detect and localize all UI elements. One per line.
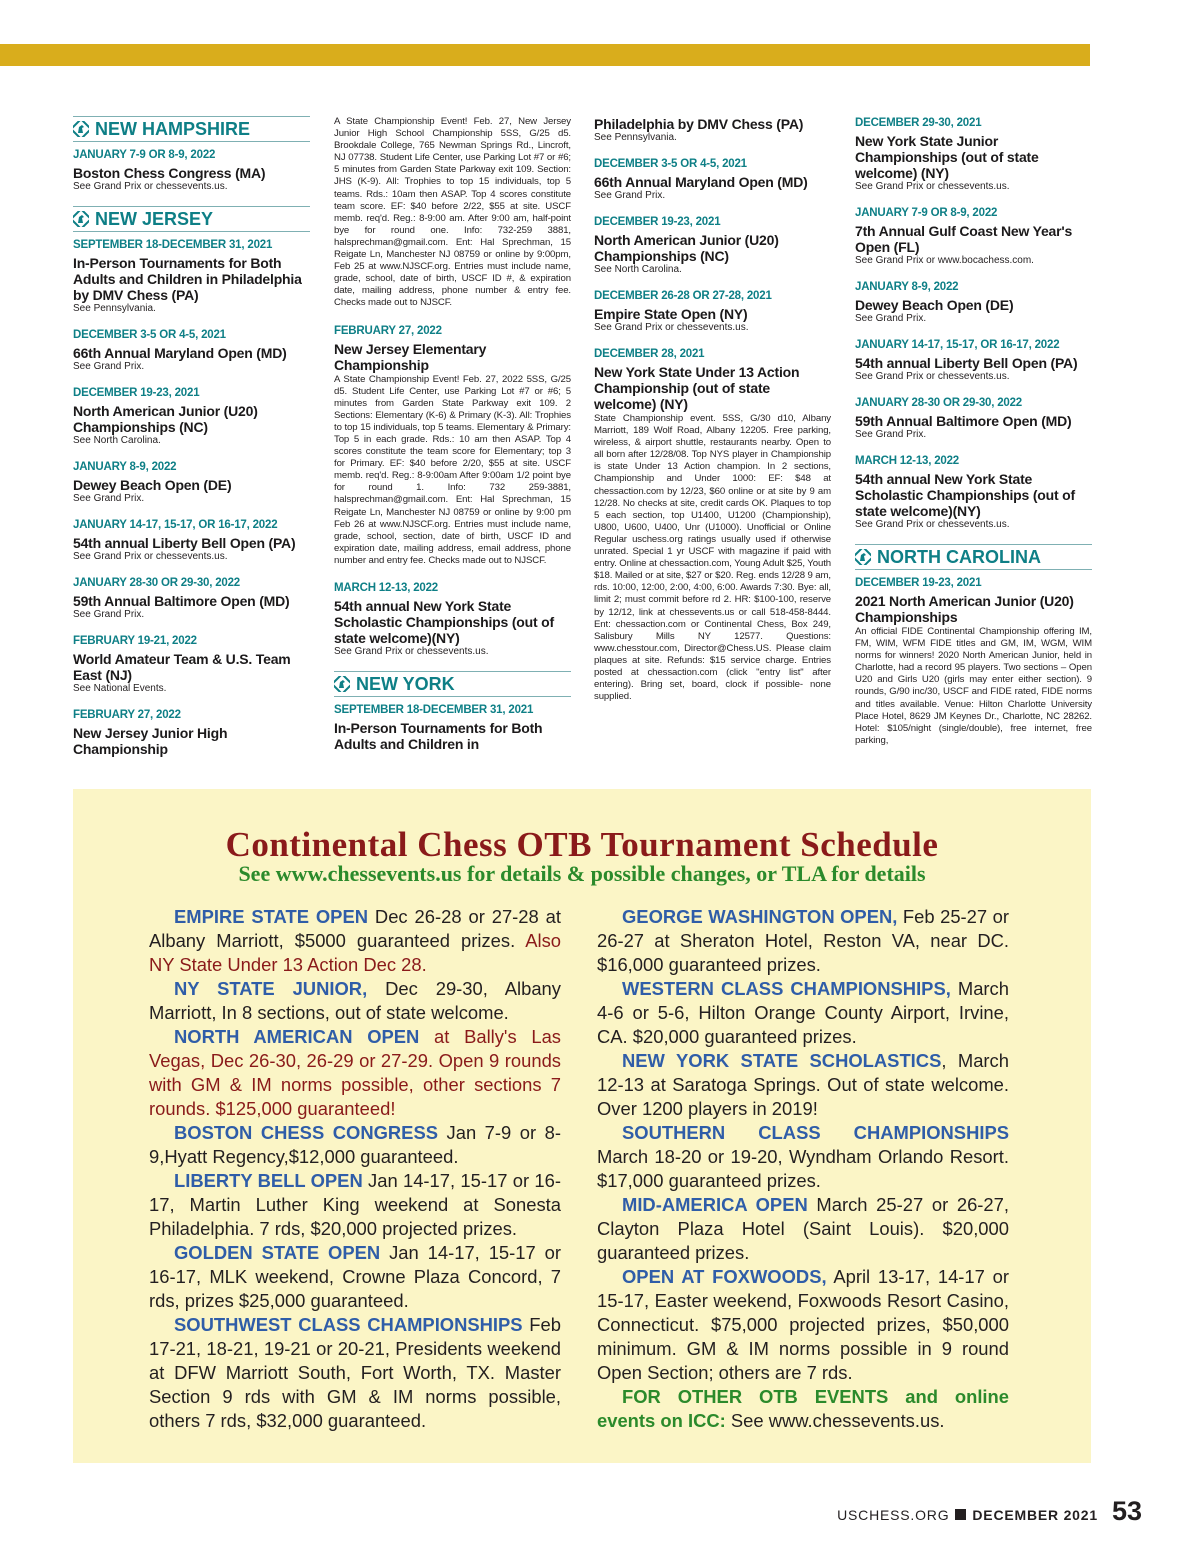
event-name: 54th annual New York State Scholastic Championships (out of state welcome)(NY) xyxy=(855,471,1075,519)
schedule-event-note: Also NY State Under 13 Action Dec 28. xyxy=(149,930,561,975)
event-date: DECEMBER 29-30, 2021 xyxy=(855,117,982,129)
footer-site: USCHESS.ORG xyxy=(837,1507,950,1523)
event-name: New Jersey Elementary Championship xyxy=(334,340,487,373)
listing-column-4 xyxy=(855,116,1092,761)
event-listing xyxy=(73,576,310,620)
schedule-column-left xyxy=(149,905,561,1433)
event-date: FEBRUARY 27, 2022 xyxy=(334,324,442,337)
event-date: DECEMBER 28, 2021 xyxy=(594,348,705,360)
schedule-event-note: at Bally's Las Vegas, Dec 26-30, 26-29 or 27-29. Open 9 rounds with GM & IM norms possible, other sections 7 rounds. $125,000 guaranteed! xyxy=(149,1026,561,1119)
event-listing xyxy=(73,708,310,757)
schedule-event-name: GEORGE WASHINGTON OPEN, xyxy=(622,906,898,927)
schedule-event-name: OPEN AT FOXWOODS, xyxy=(622,1266,827,1287)
event-listing xyxy=(855,338,1092,382)
event-listing xyxy=(73,328,310,372)
event-date: DECEMBER 19-23, 2021 xyxy=(594,216,721,228)
event-listing xyxy=(594,215,831,275)
state-heading-new-york xyxy=(334,671,571,697)
event-description: An official FIDE Continental Championship offering IM, FM, WIM, WFM FIDE titles and GM, IM, WGM, WIM norms for winners! 2020 North American Junior, held in Charlotte, had a record 95 players. Two sections – Open U20 and Girls U20 (girls may enter either section). 9 rounds, G/90 inc/30, USCF and FIDE rated, FIDE norms and titles available. Venue: Hilton Charlotte University Place Hotel, 8629 JM Keynes Dr., Charlotte, NC 28262. Hotel: $105/night (single/double), free internet, free parking, xyxy=(855,626,1092,746)
event-name: 66th Annual Maryland Open (MD) xyxy=(594,174,808,190)
schedule-entry xyxy=(149,1025,561,1121)
schedule-event-name: NORTH AMERICAN OPEN xyxy=(174,1026,420,1047)
event-listing xyxy=(334,324,571,568)
event-date: MARCH 12-13, 2022 xyxy=(334,582,438,594)
event-name: North American Junior (U20) Championships (NC) xyxy=(73,403,258,435)
event-name: 54th annual Liberty Bell Open (PA) xyxy=(855,355,1078,371)
event-reference: See North Carolina. xyxy=(594,264,682,275)
schedule-closing-heading: FOR OTHER OTB EVENTS and online events on ICC: xyxy=(597,1386,1009,1431)
event-date: SEPTEMBER 18-DECEMBER 31, 2021 xyxy=(334,704,534,716)
schedule-event-name: SOUTHERN CLASS CHAMPIONSHIPS xyxy=(622,1122,1009,1143)
event-reference: See Grand Prix. xyxy=(855,313,927,324)
event-listing xyxy=(73,460,310,504)
page-number: 53 xyxy=(1111,1496,1142,1526)
event-name: In-Person Tournaments for Both Adults and Children in xyxy=(334,720,543,752)
schedule-entry xyxy=(149,1313,561,1433)
knight-icon xyxy=(73,121,89,137)
state-heading-label: NORTH CAROLINA xyxy=(877,547,1041,567)
schedule-event-details: March 18-20 or 19-20, Wyndham Orlando Resort. $17,000 guaranteed prizes. xyxy=(597,1146,1009,1191)
schedule-event-name: NEW YORK STATE SCHOLASTICS xyxy=(622,1050,942,1071)
event-name: Dewey Beach Open (DE) xyxy=(855,297,1014,313)
tournament-schedule-box xyxy=(73,789,1091,1463)
event-listing xyxy=(594,347,831,703)
event-name: 54th annual Liberty Bell Open (PA) xyxy=(73,535,296,551)
event-listing xyxy=(73,634,310,694)
event-listing xyxy=(334,581,571,657)
event-name: Philadelphia by DMV Chess (PA) xyxy=(594,116,804,132)
event-reference: See Grand Prix or chessevents.us. xyxy=(855,181,1010,192)
schedule-closing xyxy=(597,1385,1009,1433)
schedule-event-name: BOSTON CHESS CONGRESS xyxy=(174,1122,438,1143)
event-date: FEBRUARY 27, 2022 xyxy=(73,709,181,721)
footer-separator xyxy=(955,1509,966,1520)
event-listing xyxy=(855,206,1092,266)
event-date: DECEMBER 19-23, 2021 xyxy=(73,387,200,399)
event-date: JANUARY 7-9 OR 8-9, 2022 xyxy=(855,207,998,219)
event-reference: See North Carolina. xyxy=(73,435,161,446)
schedule-event-name: MID-AMERICA OPEN xyxy=(622,1194,808,1215)
event-listing xyxy=(594,116,831,143)
state-heading-new-jersey xyxy=(73,206,310,232)
event-description-continued: A State Championship Event! Feb. 27, New Jersey Junior High School Championship 5SS, G/25 d5. Brookdale College, 765 Newman Springs Rd., Lincroft, NJ 07738. Student Life Center, use Parking Lot #7 or #6; 5 minutes from Garden State Parkway exit 109. Section: JHS (K-9). All: Trophies to top 15 individuals, top 5 teams. Rds.: 10am then ASAP. Top 4 scores constitute team score. EF: $40 before 2/22, $55 at site. USCF memb. req'd. Reg.: 8-9:00 am. After 9:00 am, half-point bye for round one. Info: 732-259 3881, halsprechman@gmail.com. Ent: Hal Sprechman, 15 Reigate Ln, Manchester NJ 08759 or online by 9:00pm, Feb 25 at www.NJSCF.org. Entries must include name, grade, school, date of birth, USCF ID #, & expiration date, mailing address, phone number & entry fee. Checks made out to NJSCF. xyxy=(334,116,571,309)
event-date: MARCH 12-13, 2022 xyxy=(855,455,959,467)
state-heading-new-hampshire xyxy=(73,116,310,142)
event-reference: See Grand Prix or chessevents.us. xyxy=(73,181,228,192)
event-listing xyxy=(73,518,310,562)
event-name: 59th Annual Baltimore Open (MD) xyxy=(855,413,1072,429)
event-reference: See Grand Prix or chessevents.us. xyxy=(855,371,1010,382)
event-date: DECEMBER 19-23, 2021 xyxy=(855,577,982,589)
listing-column-3 xyxy=(594,116,831,717)
schedule-event-name: SOUTHWEST CLASS CHAMPIONSHIPS xyxy=(174,1314,523,1335)
listing-column-1 xyxy=(73,116,310,771)
footer-issue: DECEMBER 2021 xyxy=(972,1507,1098,1523)
schedule-entry xyxy=(149,1241,561,1313)
schedule-entry xyxy=(597,977,1009,1049)
event-listing xyxy=(334,703,571,752)
event-listing xyxy=(855,454,1092,530)
event-name: 7th Annual Gulf Coast New Year's Open (FL) xyxy=(855,223,1073,255)
schedule-event-details: Jan 7-9 or 8-9,Hyatt Regency,$12,000 guaranteed. xyxy=(149,1122,561,1167)
schedule-closing-text: See www.chessevents.us. xyxy=(725,1410,945,1431)
event-listing xyxy=(73,148,310,192)
event-reference: See Grand Prix. xyxy=(73,361,145,372)
event-reference: See Grand Prix or chessevents.us. xyxy=(855,519,1010,530)
schedule-entry xyxy=(597,1265,1009,1385)
knight-icon xyxy=(334,676,350,692)
event-reference: See Grand Prix. xyxy=(73,493,145,504)
schedule-event-name: EMPIRE STATE OPEN xyxy=(174,906,368,927)
event-date: DECEMBER 3-5 OR 4-5, 2021 xyxy=(73,329,226,341)
event-date: JANUARY 28-30 OR 29-30, 2022 xyxy=(73,577,240,589)
event-description: A State Championship Event! Feb. 27, 2022 5SS, G/25 d5. Student Life Center, use Parking Lot #7 or #6; 5 minutes from Garden State Parkway exit 109. 2 Sections: Elementary (K-6) & Primary (K-3). All: Trophies to top 15 individuals, top 5 teams. Elementary & Primary: Top 5 in each grade. Rds.: 10 am then ASAP. Top 4 scores constitute the team score for Elementary; top 3 for Primary. EF: $40 before 2/20, $55 at site. USCF memb. req'd. Reg.: 8-9:00am After 9:00am 1/2 point bye for round 1. Info: 732 259-3881, halsprechman@gmail.com. Ent: Hal Sprechman, 15 Reigate Ln, Manchester NJ 08759 or online by 9:00 pm Feb 26 at www.NJSCF.org. Entries must include name, grade, school, section, date of birth, USCF ID and expiration date, mailing address, email address, phone number and entry fee. Checks made out to NJSCF. xyxy=(334,373,571,566)
event-listing xyxy=(594,289,831,333)
event-date: JANUARY 14-17, 15-17, OR 16-17, 2022 xyxy=(855,339,1060,351)
event-listing xyxy=(73,386,310,446)
schedule-subtitle: See www.chessevents.us for details & possible changes, or TLA for details xyxy=(238,861,926,886)
state-heading-label: NEW YORK xyxy=(356,674,455,694)
event-reference: See Grand Prix. xyxy=(855,429,927,440)
schedule-entry xyxy=(149,1121,561,1169)
schedule-event-details: Dec 29-30, Albany Marriott, In 8 sections, out of state welcome. xyxy=(149,978,561,1023)
event-reference: See Grand Prix. xyxy=(594,190,666,201)
event-listing xyxy=(855,280,1092,324)
event-date: DECEMBER 3-5 OR 4-5, 2021 xyxy=(594,158,747,170)
schedule-column-right xyxy=(597,905,1009,1433)
knight-icon xyxy=(73,211,89,227)
schedule-event-details: Jan 14-17, 15-17 or 16-17, MLK weekend, Crowne Plaza Concord, 7 rds, prizes $25,000 guaranteed. xyxy=(149,1242,562,1311)
event-date: FEBRUARY 19-21, 2022 xyxy=(73,635,197,647)
schedule-entry xyxy=(597,1049,1009,1121)
schedule-entry xyxy=(597,1121,1009,1193)
schedule-event-details: April 13-17, 14-17 or 15-17, Easter weekend, Foxwoods Resort Casino, Connecticut. $75,000 projected prizes, $50,000 minimum. GM & IM norms possible in 9 round Open Section; others are 7 rds. xyxy=(597,1266,1010,1383)
event-date: JANUARY 8-9, 2022 xyxy=(855,281,959,293)
event-name: World Amateur Team & U.S. Team East (NJ) xyxy=(73,651,291,683)
schedule-event-details: March 4-6 or 5-6, Hilton Orange County Airport, Irvine, CA. $20,000 guaranteed prizes. xyxy=(597,978,1009,1047)
knight-icon xyxy=(855,549,871,565)
event-name: 59th Annual Baltimore Open (MD) xyxy=(73,593,290,609)
event-name: 66th Annual Maryland Open (MD) xyxy=(73,345,287,361)
schedule-event-details: Feb 17-21, 18-21, 19-21 or 20-21, Presidents weekend at DFW Marriott South, Fort Worth, TX. Master Section 9 rds with GM & IM norms possible, others 7 rds, $32,000 guaranteed. xyxy=(149,1314,561,1431)
schedule-event-name: NY STATE JUNIOR, xyxy=(174,978,368,999)
event-reference: See Grand Prix. xyxy=(73,609,145,620)
schedule-event-details: , March 12-13 at Saratoga Springs. Out of state welcome. Over 1200 players in 2019! xyxy=(597,1050,1009,1119)
schedule-event-name: GOLDEN STATE OPEN xyxy=(174,1242,381,1263)
schedule-entry xyxy=(149,905,561,977)
event-reference: See Pennsylvania. xyxy=(594,132,677,143)
schedule-entry xyxy=(149,977,561,1025)
state-heading-north-carolina xyxy=(855,544,1092,570)
listing-column-2 xyxy=(334,116,571,766)
event-reference: See Grand Prix or chessevents.us. xyxy=(334,646,489,657)
event-date: SEPTEMBER 18-DECEMBER 31, 2021 xyxy=(73,239,273,251)
event-name: 2021 North American Junior (U20) Championships xyxy=(855,593,1074,625)
event-name: New York State Under 13 Action Championship (out of state welcome) (NY) xyxy=(594,364,800,412)
schedule-entry xyxy=(149,1169,561,1241)
event-name: 54th annual New York State Scholastic Championships (out of state welcome)(NY) xyxy=(334,598,554,646)
schedule-event-details: Feb 25-27 or 26-27 at Sheraton Hotel, Reston VA, near DC. $16,000 guaranteed prizes. xyxy=(597,906,1009,975)
event-name: Boston Chess Congress (MA) xyxy=(73,165,266,181)
event-name: North American Junior (U20) Championships (NC) xyxy=(594,232,779,264)
event-reference: See Grand Prix or www.bocachess.com. xyxy=(855,255,1034,266)
schedule-entry xyxy=(597,905,1009,977)
event-name: Empire State Open (NY) xyxy=(594,306,748,322)
event-date: JANUARY 8-9, 2022 xyxy=(73,461,177,473)
schedule-title: Continental Chess OTB Tournament Schedule xyxy=(225,825,939,864)
event-name: Dewey Beach Open (DE) xyxy=(73,477,232,493)
event-listing xyxy=(855,116,1092,192)
event-listing xyxy=(855,576,1092,747)
event-listing xyxy=(855,396,1092,440)
schedule-event-name: LIBERTY BELL OPEN xyxy=(174,1170,363,1191)
event-name: In-Person Tournaments for Both Adults and Children in Philadelphia by DMV Chess (PA) xyxy=(73,255,302,303)
state-heading-label: NEW HAMPSHIRE xyxy=(95,119,251,139)
schedule-event-details: Jan 14-17, 15-17 or 16-17, Martin Luther King weekend at Sonesta Philadelphia. 7 rds, $20,000 projected prizes. xyxy=(149,1170,561,1239)
event-reference: See National Events. xyxy=(73,683,167,694)
event-reference: See Grand Prix or chessevents.us. xyxy=(594,322,749,333)
event-date: JANUARY 14-17, 15-17, OR 16-17, 2022 xyxy=(73,519,278,531)
event-listing xyxy=(594,157,831,201)
event-name: New Jersey Junior High Championship xyxy=(73,725,228,757)
accent-bar xyxy=(0,44,1090,66)
schedule-entry xyxy=(597,1193,1009,1265)
state-heading-label: NEW JERSEY xyxy=(95,209,214,229)
event-date: JANUARY 7-9 OR 8-9, 2022 xyxy=(73,149,216,161)
event-name: New York State Junior Championships (out of state welcome) (NY) xyxy=(855,133,1039,181)
event-listing xyxy=(73,238,310,314)
event-description: State Championship event. 5SS, G/30 d10, Albany Marriott, 189 Wolf Road, Albany 12205. Free parking, wireless, & airport shuttle, restaurants nearby. Open to all born after 12/28/08. Top NYS player in Championship is state Under 13 Action champion. In 2 sections, Championship and Under 1000: EF: $48 at chessaction.com by 12/23, $60 online or at site by 9 am 12/28. No checks at site, credit cards OK. Plaques to top 5 each section, top U1400, U1200 (Championship), U800, U600, U400, Unr (U1000). Unofficial or Online Regular uschess.org ratings usually used if otherwise unrated. Special 1 yr USCF with magazine if paid with entry. Online at chessaction.com, Young Adult $25, Youth $18. Mailed or at site, $27 or $20. Reg. ends 12/28 9 am, rds. 10:00, 12:00, 2:00, 4:00, 6:00. Awards 7:30. Bye: all, limit 2; must commit before rd 2. HR: $100-100, reserve by 12/12, link at chessevents.us or call 518-458-8444. Ent: chessaction.com or Continental Chess, Box 249, Salisbury Mills NY 12577. Questions: www.chesstour.com, Director@Chess.US. Please claim plaques at site. Refunds: $15 service charge. Entries posted at chessaction.com (click "entry list" after entering). Bring set, board, clock if possible- none supplied. xyxy=(594,413,831,703)
schedule-event-details: Dec 26-28 or 27-28 at Albany Marriott, $5000 guaranteed prizes. xyxy=(149,906,561,951)
event-date: DECEMBER 26-28 OR 27-28, 2021 xyxy=(594,290,772,302)
event-reference: See Grand Prix or chessevents.us. xyxy=(73,551,228,562)
event-date: JANUARY 28-30 OR 29-30, 2022 xyxy=(855,397,1022,409)
schedule-event-details: March 25-27 or 26-27, Clayton Plaza Hotel (Saint Louis). $20,000 guaranteed prizes. xyxy=(597,1194,1009,1263)
schedule-event-name: WESTERN CLASS CHAMPIONSHIPS, xyxy=(622,978,951,999)
event-reference: See Pennsylvania. xyxy=(73,303,156,314)
page-footer xyxy=(837,1496,1142,1527)
